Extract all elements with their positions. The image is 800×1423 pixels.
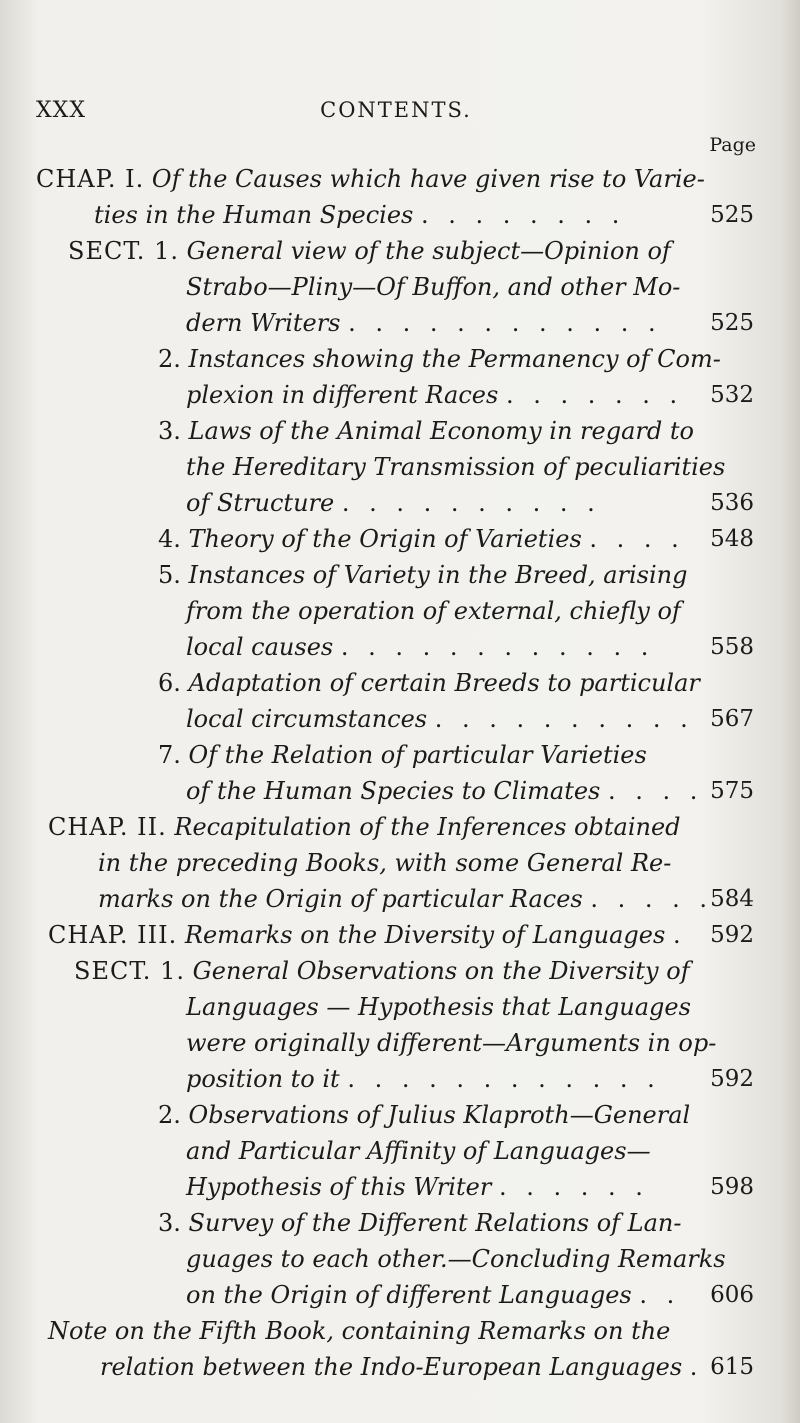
toc-line: 7. Of the Relation of particular Varieties	[158, 741, 647, 769]
toc-page-number: 536	[710, 490, 754, 516]
toc-page-number: 532	[710, 382, 754, 408]
toc-line: Note on the Fifth Book, containing Remarks on the	[48, 1317, 671, 1345]
toc-line: 2. Instances showing the Permanency of Com-	[158, 345, 721, 373]
running-title: CONTENTS.	[320, 98, 472, 122]
toc-page-number: 615	[710, 1354, 754, 1380]
page-column-label: Page	[709, 134, 756, 156]
toc-line: on the Origin of different Languages . .	[186, 1281, 681, 1309]
toc-line: position to it . . . . . . . . . . . .	[186, 1065, 661, 1093]
toc-line: 4. Theory of the Origin of Varieties . . . .	[158, 525, 685, 553]
toc-line: Languages — Hypothesis that Languages	[186, 993, 691, 1021]
chapter-label: CHAP. I.	[36, 165, 145, 193]
toc-page-number: 548	[710, 526, 754, 552]
chapter-label: CHAP. II.	[48, 813, 167, 841]
section-label: 7.	[158, 741, 181, 769]
toc-line: relation between the Indo-European Languages .	[100, 1353, 704, 1381]
section-label: 4.	[158, 525, 181, 553]
toc-line: 6. Adaptation of certain Breeds to particular	[158, 669, 700, 697]
section-label: 2.	[158, 1101, 181, 1129]
toc-line: 2. Observations of Julius Klaproth—General	[158, 1101, 691, 1129]
toc-line: and Particular Affinity of Languages—	[186, 1137, 651, 1165]
toc-page-number: 558	[710, 634, 754, 660]
toc-page-number: 592	[710, 1066, 754, 1092]
section-label: SECT. 1.	[74, 957, 185, 985]
toc-line: marks on the Origin of particular Races . . . . .	[98, 885, 714, 913]
toc-line: local causes . . . . . . . . . . . .	[186, 633, 655, 661]
toc-line: CHAP. III. Remarks on the Diversity of Languages .	[48, 921, 687, 949]
toc-page-number: 598	[710, 1174, 754, 1200]
toc-line: local circumstances . . . . . . . . . .	[186, 705, 694, 733]
toc-line: 3. Survey of the Different Relations of Lan-	[158, 1209, 682, 1237]
section-label: 5.	[158, 561, 181, 589]
toc-line: in the preceding Books, with some General Re-	[98, 849, 672, 877]
toc-line: dern Writers . . . . . . . . . . . .	[186, 309, 662, 337]
toc-page-number: 592	[710, 922, 754, 948]
toc-line: SECT. 1. General Observations on the Diversity of	[74, 957, 690, 985]
section-label: 2.	[158, 345, 181, 373]
section-label: 3.	[158, 417, 181, 445]
toc-line: 3. Laws of the Animal Economy in regard to	[158, 417, 694, 445]
section-label: 6.	[158, 669, 181, 697]
toc-line: Strabo—Pliny—Of Buffon, and other Mo-	[186, 273, 681, 301]
page-number: XXX	[36, 98, 86, 123]
toc-line: 5. Instances of Variety in the Breed, arising	[158, 561, 688, 589]
toc-line: Hypothesis of this Writer . . . . . .	[186, 1173, 649, 1201]
toc-line: plexion in different Races . . . . . . .	[186, 381, 684, 409]
page-header	[36, 98, 756, 156]
toc-page-number: 525	[710, 202, 754, 228]
toc-page-number: 567	[710, 706, 754, 732]
toc-line: SECT. 1. General view of the subject—Opinion of	[68, 237, 671, 265]
toc-page-number: 575	[710, 778, 754, 804]
toc-line: CHAP. II. Recapitulation of the Inferences obtained	[48, 813, 681, 841]
section-label: 3.	[158, 1209, 181, 1237]
section-label: SECT. 1.	[68, 237, 179, 265]
toc-line: of the Human Species to Climates . . . .	[186, 777, 704, 805]
toc-line: the Hereditary Transmission of peculiarities	[186, 453, 726, 481]
toc-page-number: 584	[710, 886, 754, 912]
toc-line: ties in the Human Species . . . . . . . .	[94, 201, 626, 229]
toc-line: CHAP. I. Of the Causes which have given rise to Varie-	[36, 165, 705, 193]
chapter-label: CHAP. III.	[48, 921, 178, 949]
toc-page-number: 525	[710, 310, 754, 336]
toc-page-number: 606	[710, 1282, 754, 1308]
toc-line: were originally different—Arguments in op-	[186, 1029, 717, 1057]
toc-line: of Structure . . . . . . . . . .	[186, 489, 601, 517]
toc-line: guages to each other.—Concluding Remarks	[186, 1245, 726, 1273]
toc-line: from the operation of external, chiefly of	[186, 597, 681, 625]
